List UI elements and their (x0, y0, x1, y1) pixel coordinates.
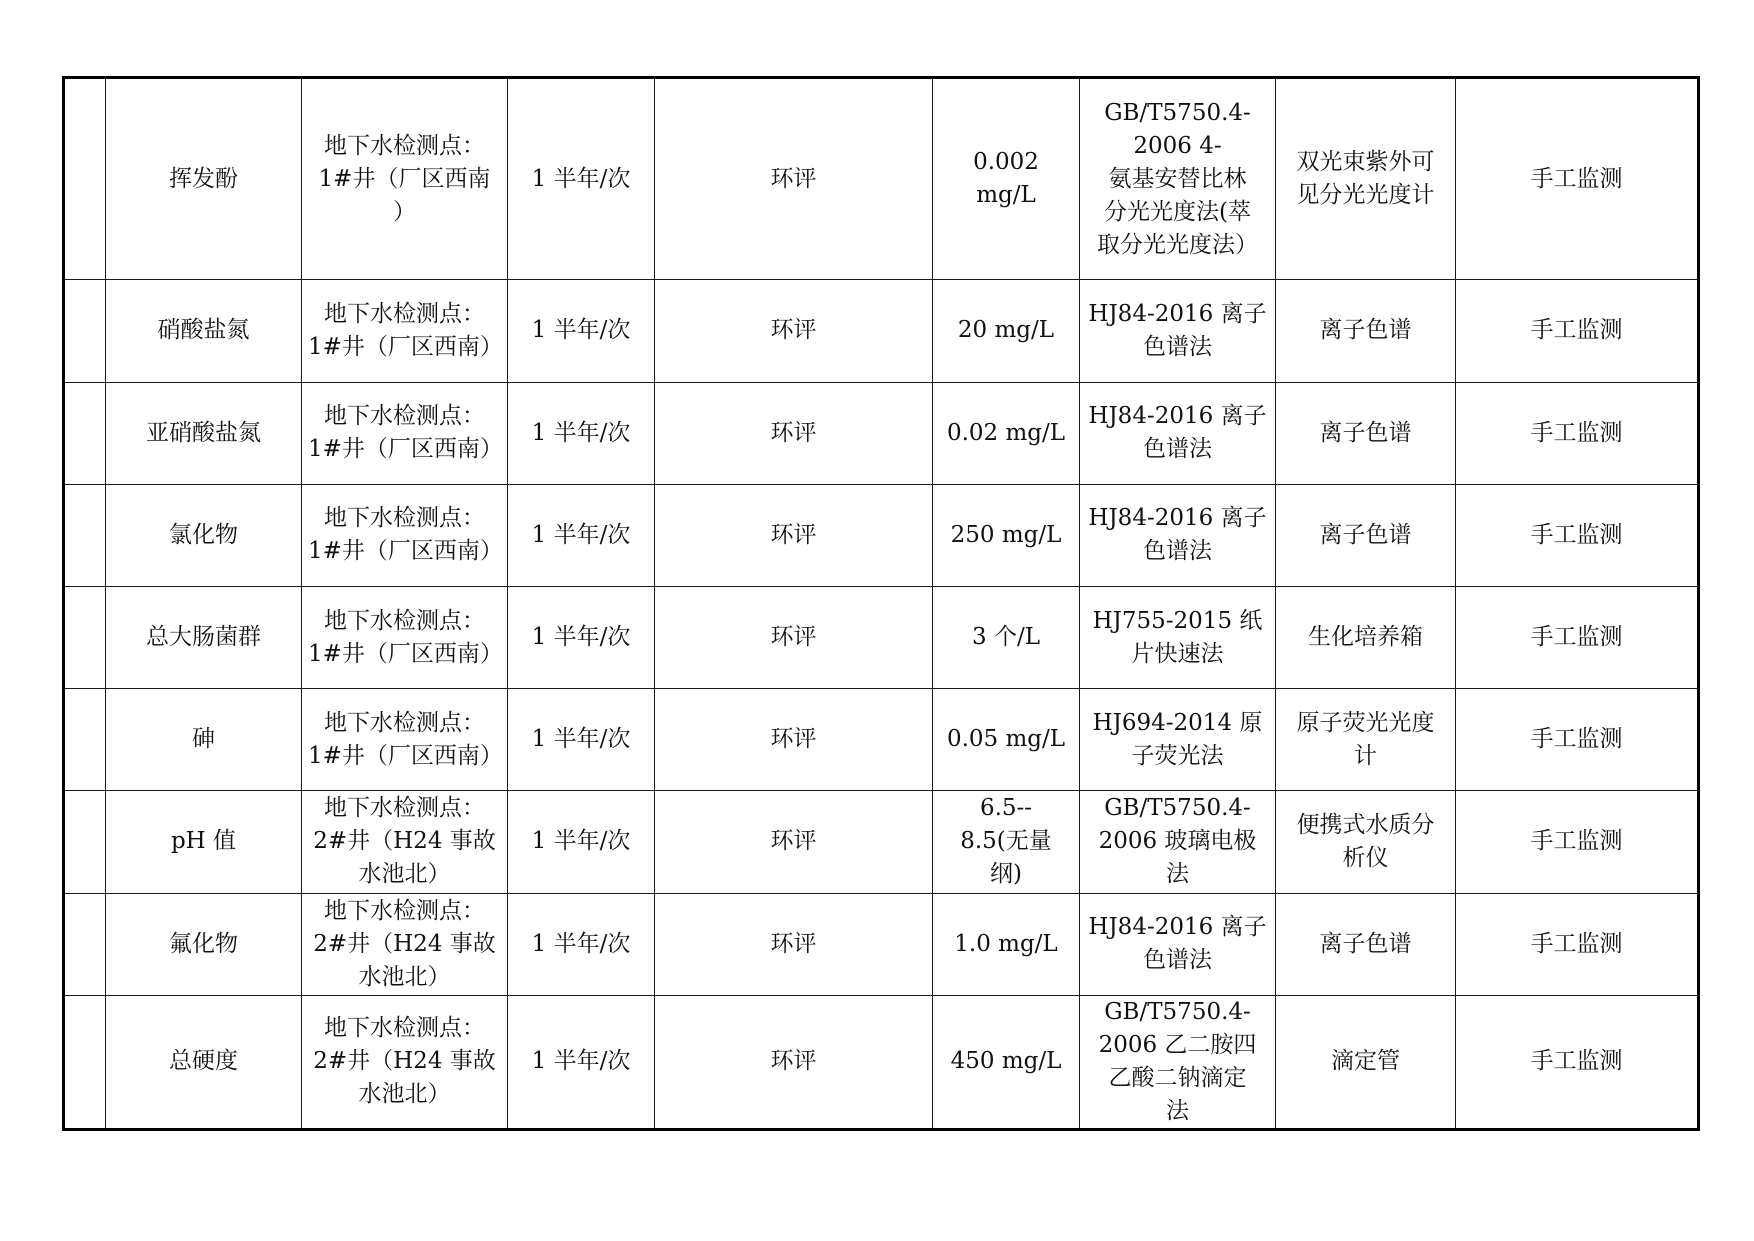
analysis-method-cell (1080, 280, 1276, 382)
monitoring-point-cell (302, 689, 508, 791)
monitoring-point-line: 地下水检测点： (324, 132, 485, 159)
instrument-line: 见分光光度计 (1296, 182, 1435, 209)
monitoring-point-line: 1#井（厂区西南） (308, 640, 503, 667)
instrument-line: 双光束紫外可 (1296, 149, 1435, 176)
limit-value-line: 20 mg/L (957, 317, 1055, 344)
pollutant-item-cell: 氟化物 (106, 893, 302, 995)
frequency-cell: 1 半年/次 (508, 78, 655, 280)
limit-value-cell (933, 893, 1080, 995)
monitoring-mode-cell: 手工监测 (1456, 893, 1699, 995)
analysis-method-line: HJ755-2015 纸 (1092, 607, 1263, 634)
analysis-method-cell (1080, 995, 1276, 1129)
analysis-method-line: HJ84-2016 离子 (1088, 505, 1267, 532)
instrument-cell (1276, 280, 1456, 382)
analysis-method-line: 法 (1166, 1097, 1189, 1124)
table-body (64, 78, 1699, 1130)
analysis-method-line: 色谱法 (1143, 947, 1212, 974)
monitoring-point-cell (302, 995, 508, 1129)
instrument-line: 离子色谱 (1319, 317, 1412, 344)
frequency-cell: 1 半年/次 (508, 484, 655, 586)
basis-cell: 环评 (655, 791, 933, 893)
monitoring-point-cell (302, 280, 508, 382)
monitoring-mode-cell: 手工监测 (1456, 382, 1699, 484)
monitoring-point-line: 2#井（H24 事故 (313, 1048, 496, 1075)
monitoring-point-line: 1#井（厂区西南） (308, 742, 503, 769)
analysis-method-cell (1080, 791, 1276, 893)
instrument-line: 析仪 (1342, 844, 1389, 871)
basis-cell: 环评 (655, 78, 933, 280)
blank-margin-cell (64, 893, 106, 995)
analysis-method-line: 取分光光度法） (1097, 231, 1258, 258)
pollutant-item-cell: 总硬度 (106, 995, 302, 1129)
monitoring-point-line: 1#井（厂区西南） (308, 538, 503, 565)
limit-value-cell (933, 280, 1080, 382)
instrument-cell (1276, 484, 1456, 586)
monitoring-point-line: ） (393, 198, 416, 225)
table-row (64, 484, 1699, 586)
analysis-method-line: GB/T5750.4- (1104, 998, 1251, 1025)
monitoring-point-line: 地下水检测点： (324, 897, 485, 924)
analysis-method-line: 乙酸二钠滴定 (1108, 1064, 1247, 1091)
blank-margin-cell (64, 484, 106, 586)
analysis-method-line: 色谱法 (1143, 333, 1212, 360)
instrument-cell (1276, 78, 1456, 280)
monitoring-mode-cell: 手工监测 (1456, 280, 1699, 382)
monitoring-point-cell (302, 484, 508, 586)
instrument-cell (1276, 893, 1456, 995)
table-row (64, 78, 1699, 280)
monitoring-mode-cell: 手工监测 (1456, 791, 1699, 893)
blank-margin-cell (64, 586, 106, 688)
frequency-cell: 1 半年/次 (508, 586, 655, 688)
table-row (64, 995, 1699, 1129)
analysis-method-line: 2006 乙二胺四 (1098, 1031, 1257, 1058)
limit-value-cell (933, 791, 1080, 893)
basis-cell: 环评 (655, 893, 933, 995)
limit-value-line: 450 mg/L (950, 1048, 1062, 1075)
monitoring-table-wrapper (62, 76, 1697, 1131)
pollutant-item-cell: 挥发酚 (106, 78, 302, 280)
blank-margin-cell (64, 995, 106, 1129)
instrument-line: 计 (1354, 742, 1377, 769)
monitoring-point-line: 水池北） (358, 1081, 451, 1108)
monitoring-point-line: 2#井（H24 事故 (313, 930, 496, 957)
monitoring-point-line: 地下水检测点： (324, 505, 485, 532)
table-row (64, 280, 1699, 382)
instrument-cell (1276, 995, 1456, 1129)
analysis-method-line: HJ84-2016 离子 (1088, 300, 1267, 327)
analysis-method-cell (1080, 586, 1276, 688)
monitoring-point-cell (302, 78, 508, 280)
analysis-method-cell (1080, 484, 1276, 586)
limit-value-line: 250 mg/L (950, 521, 1062, 548)
monitoring-mode-cell: 手工监测 (1456, 78, 1699, 280)
pollutant-item-cell: pH 值 (106, 791, 302, 893)
instrument-cell (1276, 586, 1456, 688)
table-row (64, 689, 1699, 791)
monitoring-point-line: 地下水检测点： (324, 1015, 485, 1042)
analysis-method-line: GB/T5750.4- (1104, 795, 1251, 822)
monitoring-point-line: 水池北） (358, 861, 451, 888)
basis-cell: 环评 (655, 280, 933, 382)
limit-value-line: 6.5-- (979, 795, 1033, 822)
limit-value-line: 0.05 mg/L (946, 726, 1066, 753)
instrument-cell (1276, 791, 1456, 893)
table-row (64, 893, 1699, 995)
pollutant-item-cell: 氯化物 (106, 484, 302, 586)
blank-margin-cell (64, 382, 106, 484)
limit-value-cell (933, 382, 1080, 484)
limit-value-cell (933, 995, 1080, 1129)
instrument-line: 离子色谱 (1319, 419, 1412, 446)
monitoring-point-line: 水池北） (358, 963, 451, 990)
instrument-line: 离子色谱 (1319, 521, 1412, 548)
basis-cell: 环评 (655, 484, 933, 586)
basis-cell: 环评 (655, 586, 933, 688)
limit-value-line: 8.5(无量 (960, 828, 1052, 855)
blank-margin-cell (64, 689, 106, 791)
analysis-method-cell (1080, 689, 1276, 791)
pollutant-item-cell: 硝酸盐氮 (106, 280, 302, 382)
monitoring-point-cell (302, 893, 508, 995)
analysis-method-cell (1080, 893, 1276, 995)
analysis-method-line: HJ84-2016 离子 (1088, 914, 1267, 941)
limit-value-cell (933, 78, 1080, 280)
limit-value-line: 纲) (990, 861, 1022, 888)
monitoring-point-line: 地下水检测点： (324, 300, 485, 327)
analysis-method-line: 2006 4- (1133, 132, 1222, 159)
limit-value-line: 1.0 mg/L (954, 930, 1058, 957)
blank-margin-cell (64, 78, 106, 280)
monitoring-mode-cell: 手工监测 (1456, 586, 1699, 688)
limit-value-line: 3 个/L (972, 624, 1040, 651)
analysis-method-line: 分光光度法(萃 (1104, 198, 1251, 225)
limit-value-line: 0.02 mg/L (946, 419, 1066, 446)
instrument-line: 生化培养箱 (1308, 624, 1423, 651)
analysis-method-line: HJ84-2016 离子 (1088, 403, 1267, 430)
instrument-line: 离子色谱 (1319, 930, 1412, 957)
pollutant-item-cell: 总大肠菌群 (106, 586, 302, 688)
table-row (64, 791, 1699, 893)
instrument-cell (1276, 382, 1456, 484)
frequency-cell: 1 半年/次 (508, 791, 655, 893)
frequency-cell: 1 半年/次 (508, 995, 655, 1129)
basis-cell: 环评 (655, 689, 933, 791)
monitoring-point-line: 地下水检测点： (324, 795, 485, 822)
monitoring-point-line: 地下水检测点： (324, 709, 485, 736)
monitoring-point-line: 1#井（厂区西南） (308, 436, 503, 463)
table-row (64, 382, 1699, 484)
analysis-method-cell (1080, 382, 1276, 484)
frequency-cell: 1 半年/次 (508, 893, 655, 995)
instrument-line: 原子荧光光度 (1296, 709, 1435, 736)
monitoring-point-cell (302, 586, 508, 688)
basis-cell: 环评 (655, 382, 933, 484)
analysis-method-cell (1080, 78, 1276, 280)
instrument-cell (1276, 689, 1456, 791)
monitoring-point-line: 1#井（厂区西南 (318, 165, 491, 192)
analysis-method-line: 法 (1166, 861, 1189, 888)
analysis-method-line: 色谱法 (1143, 538, 1212, 565)
limit-value-line: mg/L (976, 182, 1036, 209)
instrument-line: 滴定管 (1331, 1048, 1400, 1075)
monitoring-point-line: 1#井（厂区西南） (308, 333, 503, 360)
monitoring-point-line: 2#井（H24 事故 (313, 828, 496, 855)
limit-value-cell (933, 689, 1080, 791)
limit-value-line: 0.002 (973, 149, 1039, 176)
monitoring-point-cell (302, 791, 508, 893)
monitoring-point-cell (302, 382, 508, 484)
analysis-method-line: 2006 玻璃电极 (1098, 828, 1257, 855)
basis-cell: 环评 (655, 995, 933, 1129)
pollutant-item-cell: 砷 (106, 689, 302, 791)
limit-value-cell (933, 484, 1080, 586)
blank-margin-cell (64, 791, 106, 893)
analysis-method-line: GB/T5750.4- (1104, 99, 1251, 126)
analysis-method-line: 色谱法 (1143, 436, 1212, 463)
table-row (64, 586, 1699, 688)
analysis-method-line: HJ694-2014 原 (1092, 709, 1263, 736)
monitoring-mode-cell: 手工监测 (1456, 995, 1699, 1129)
pollutant-item-cell: 亚硝酸盐氮 (106, 382, 302, 484)
frequency-cell: 1 半年/次 (508, 382, 655, 484)
blank-margin-cell (64, 280, 106, 382)
limit-value-cell (933, 586, 1080, 688)
monitoring-mode-cell: 手工监测 (1456, 484, 1699, 586)
monitoring-point-line: 地下水检测点： (324, 607, 485, 634)
frequency-cell: 1 半年/次 (508, 689, 655, 791)
analysis-method-line: 子荧光法 (1131, 742, 1224, 769)
instrument-line: 便携式水质分 (1296, 811, 1435, 838)
groundwater-monitoring-table (62, 76, 1700, 1131)
analysis-method-line: 氨基安替比林 (1108, 165, 1247, 192)
frequency-cell: 1 半年/次 (508, 280, 655, 382)
monitoring-point-line: 地下水检测点： (324, 403, 485, 430)
monitoring-mode-cell: 手工监测 (1456, 689, 1699, 791)
analysis-method-line: 片快速法 (1131, 640, 1224, 667)
